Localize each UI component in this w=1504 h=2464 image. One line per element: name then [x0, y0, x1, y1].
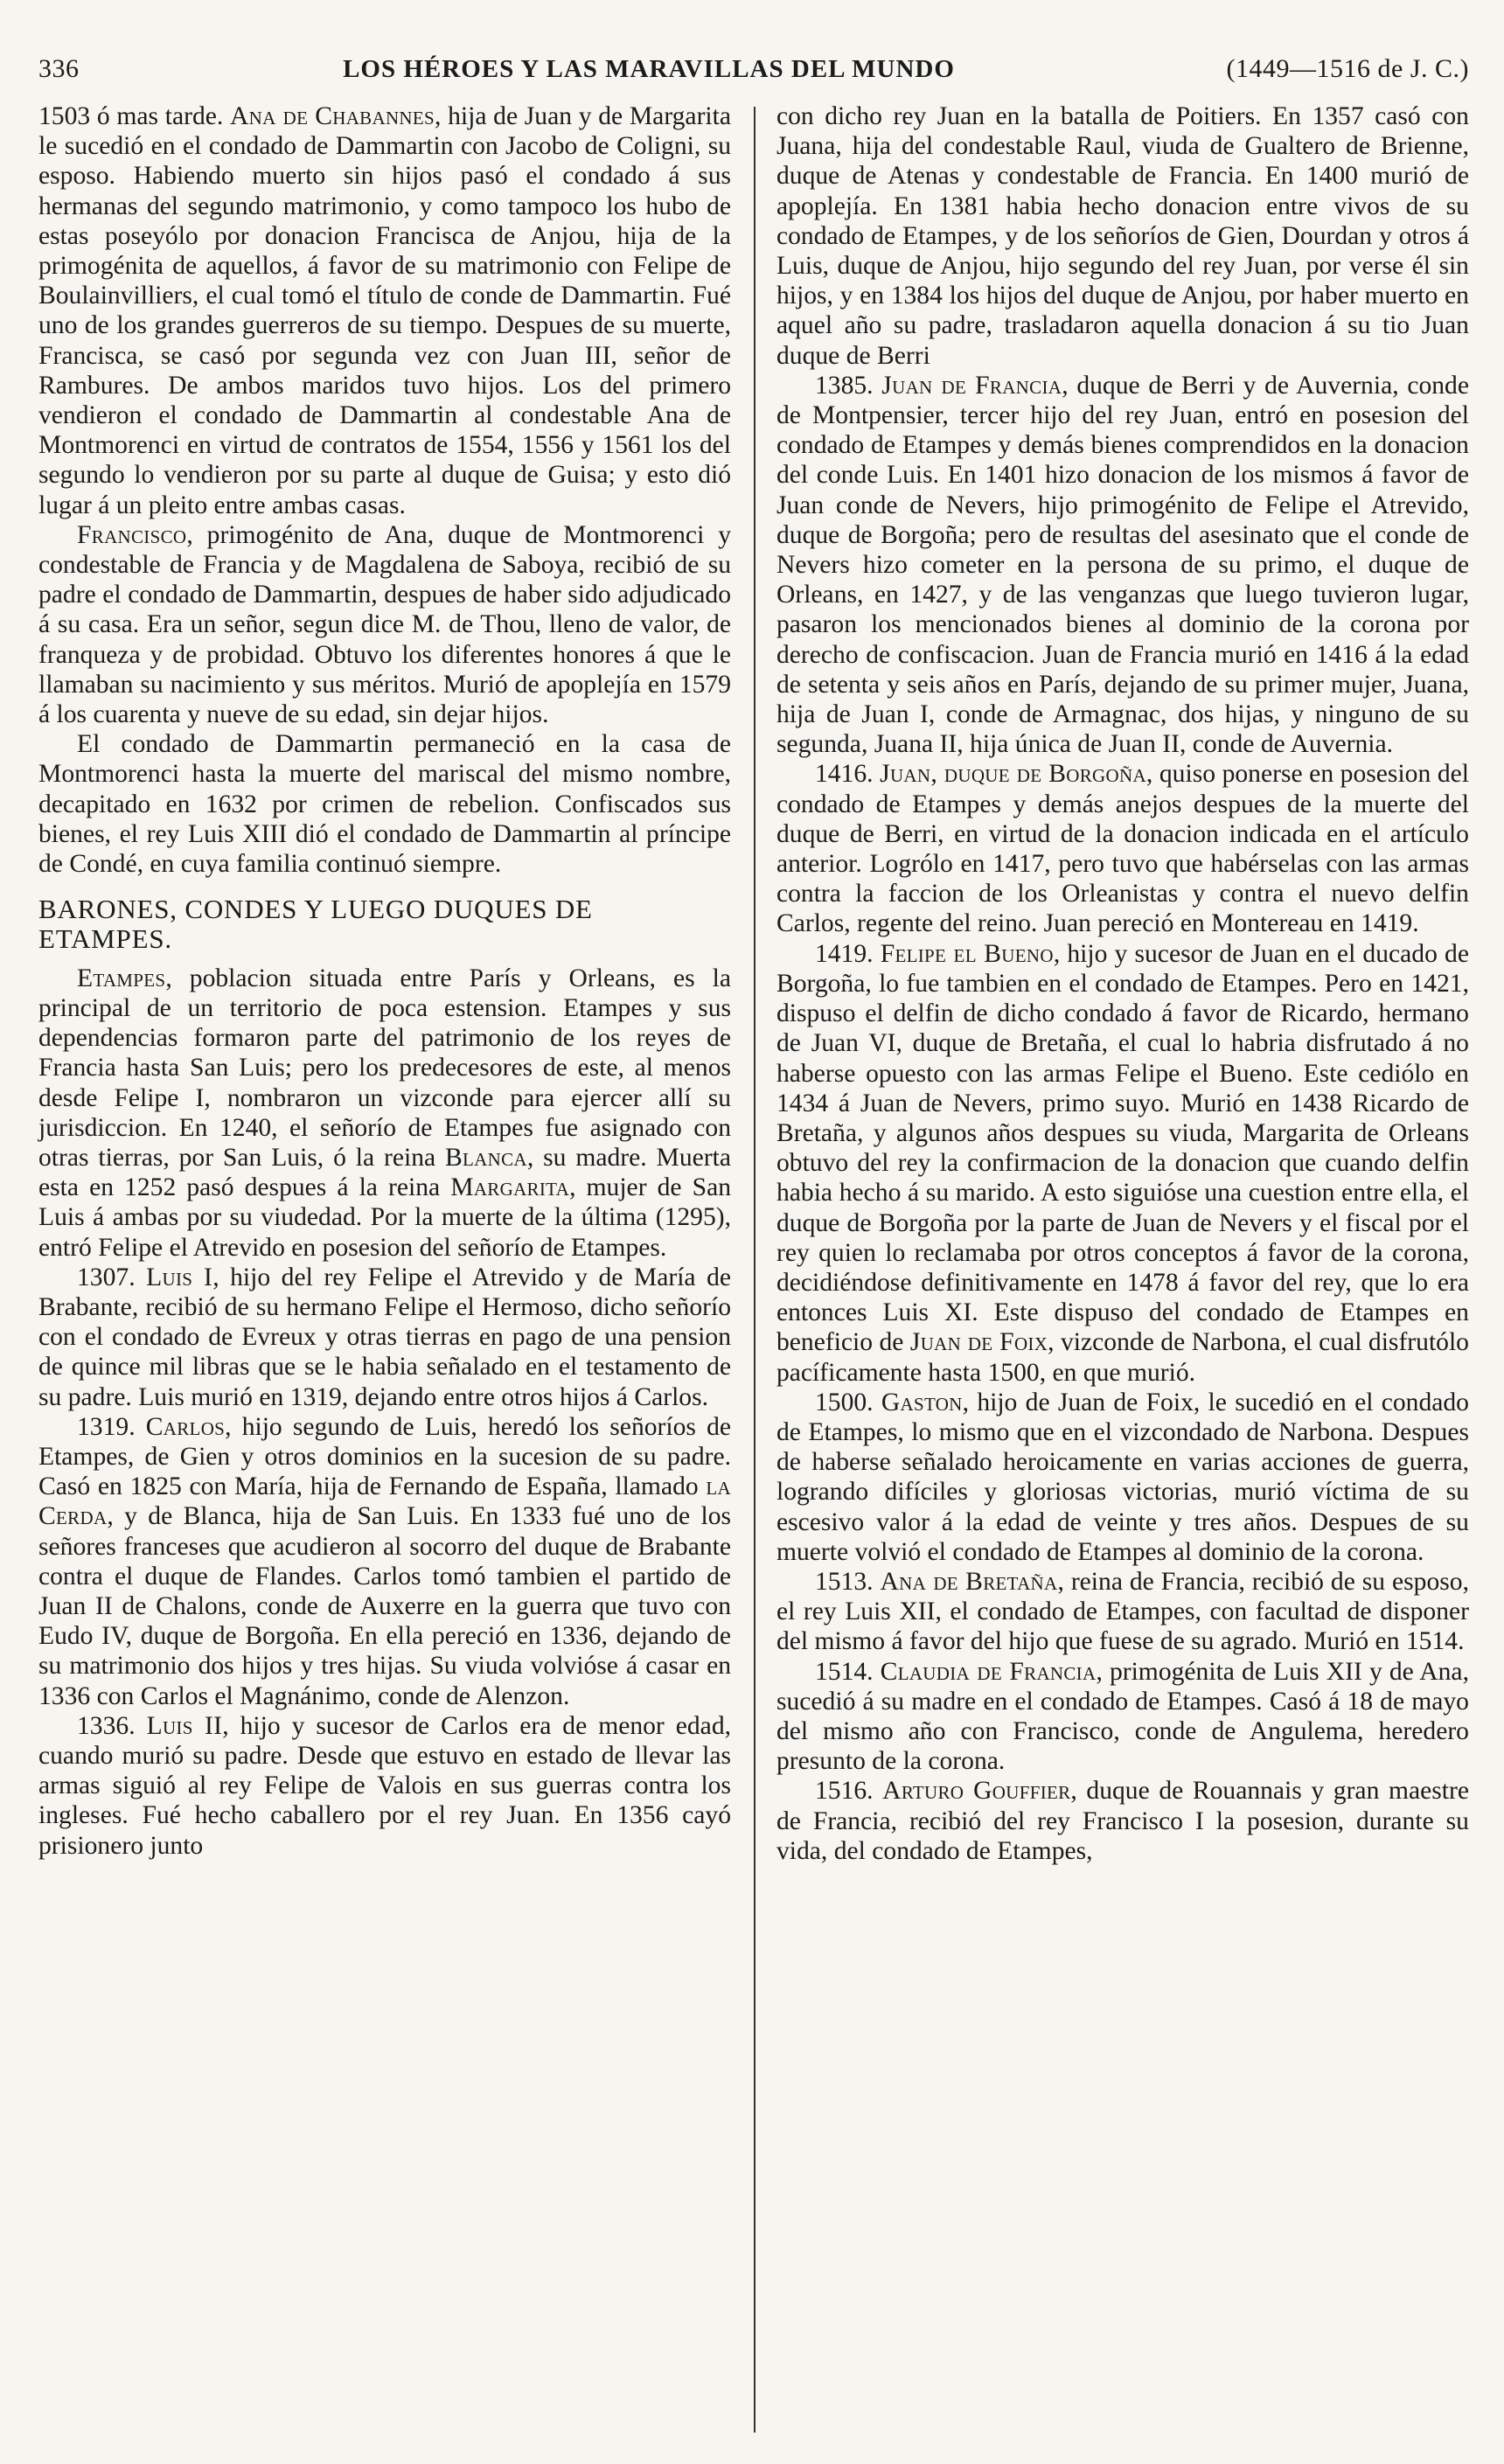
entry-name: Luis I — [146, 1263, 213, 1291]
entry-name: Juan, duque de Borgoña — [880, 760, 1146, 789]
running-title: LOS HÉROES Y LAS MARAVILLAS DEL MUNDO — [343, 55, 955, 83]
paragraph: El condado de Dammartin permaneció en la casa de Montmorenci hasta la muerte del mariscal del mismo nombre, decapitado en 1632 por crimen de rebelion. Confiscados sus bienes, el rey Luis XIII dió el condado de Dammartin al príncipe de Condé, en cuya familia continuó siempre. — [38, 730, 732, 879]
entry-name: Luis II — [146, 1711, 223, 1740]
paragraph: 1419. Felipe el Bueno, hijo y sucesor de Juan en el ducado de Borgoña, lo fue tambien en el condado de Etampes. Pero en 1421, dispuso el delfin de dicho condado á favor de Ricardo, hermano de Juan VI, duque de Bretaña, el cual lo habria disfrutado á no haberse opuesto con las armas Felipe el Bueno. Este cediólo en 1434 á Juan de Nevers, primo suyo. Murió en 1438 Ricardo de Bretaña, y algunos años despues su viuda, Margarita de Orleans obtuvo del rey la confirmacion de la donacion que cuando delfin habia hecho á su marido. A esto siguióse una cuestion entre ella, el duque de Borgoña por la parte de Juan de Nevers y el fiscal por el rey quien lo reclamaba por otros conceptos á favor de la corona, decidiéndose definitivamente en 1478 á favor del rey, que lo era entonces Luis XI. Este dispuso del condado de Etampes en beneficio de Juan de Foix, vizconde de Narbona, el cual disfrutólo pacíficamente hasta 1500, en que murió. — [776, 939, 1469, 1387]
paragraph: 1416. Juan, duque de Borgoña, quiso ponerse en posesion del condado de Etampes y demás anejos despues de la muerte del duque de Berri, en virtud de la donacion indicada en el artículo anterior. Logrólo en 1417, pero tuvo que habérselas con las armas contra la faccion de los Orleanistas y contra el nuevo delfin Carlos, regente del reino. Juan pereció en Montereau en 1419. — [776, 760, 1469, 938]
paragraph: con dicho rey Juan en la batalla de Poitiers. En 1357 casó con Juana, hija del condestable Raul, viuda de Gualtero de Brienne, duque de Atenas y condestable de Francia. En 1400 murió de apoplejía. En 1381 habia hecho donacion entre vivos de su condado de Etampes, y de los señoríos de Gien, Dourdan y otros á Luis, duque de Anjou, hijo segundo del rey Juan, por verse él sin hijos, y en 1384 los hijos del duque de Anjou, por haber muerto en aquel año su padre, trasladaron aquella donacion á su tio Juan duque de Berri — [776, 102, 1469, 370]
paragraph: 1385. Juan de Francia, duque de Berri y de Auvernia, conde de Montpensier, tercer hijo del rey Juan, entró en posesion del condado de Etampes y demás bienes comprendidos en la donacion del conde Luis. En 1401 hizo donacion de los mismos á favor de Juan conde de Nevers, hijo primogénito de Felipe el Atrevido, duque de Borgoña; pero de resultas del asesinato que el conde de Nevers hizo cometer en la persona de su primo, el duque de Orleans, en 1427, y de las venganzas que luego tuvieron lugar, pasaron los mencionados bienes al dominio de la corona por derecho de confiscacion. Juan de Francia murió en 1416 á la edad de setenta y seis años en París, dejando de su primer mujer, Juana, hija de Juan I, conde de Armagnac, dos hijas, y ninguno de su segunda, Juana II, hija única de Juan II, conde de Auvernia. — [776, 371, 1469, 759]
paragraph: 1319. Carlos, hijo segundo de Luis, heredó los señoríos de Etampes, de Gien y otros dominios en la sucesion de su padre. Casó en 1825 con María, hija de Fernando de España, llamado la Cerda, y de Blanca, hija de San Luis. En 1333 fué uno de los señores franceses que acudieron al socorro del duque de Brabante contra el duque de Flandes. Carlos tomó tambien el partido de Juan II de Chalons, conde de Auxerre en la guerra que tuvo con Eudo IV, duque de Borgoña. En ella pereció en 1336, dejando de su matrimonio dos hijos y tres hijas. Su viuda volvióse á casar en 1336 con Carlos el Magnánimo, conde de Alenzon. — [38, 1412, 732, 1710]
left-column — [38, 101, 754, 2433]
entry-name: Juan de Francia — [881, 371, 1062, 400]
entry-name: Carlos — [145, 1412, 226, 1441]
paragraph: 1503 ó mas tarde. Ana de Chabannes, hija de Juan y de Margarita le sucedió en el condado de Dammartin con Jacobo de Coligni, su esposo. Habiendo muerto sin hijos pasó el condado á sus hermanas del segundo matrimonio, y como tampoco los hubo de estas poseyólo por donacion Francisca de Anjou, hija de la primogénita de aquellos, á favor de su matrimonio con Felipe de Boulainvilliers, el cual tomó el título de conde de Dammartin. Fué uno de los grandes guerreros de su tiempo. Despues de su muerte, Francisca, se casó por segunda vez con Juan III, señor de Rambures. De ambos maridos tuvo hijos. Los del primero vendieron el condado de Dammartin al condestable Ana de Montmorenci en virtud de contratos de 1554, 1556 y 1561 los del segundo lo vendieron por su parte al duque de Guisa; y esto dió lugar á un pleito entre ambas casas. — [38, 102, 732, 519]
entry-name: Claudia de Francia — [880, 1657, 1097, 1686]
entry-name: Arturo Gouffier — [882, 1777, 1071, 1806]
page-number: 336 — [38, 54, 80, 83]
section-heading: BARONES, CONDES Y LUEGO DUQUES DE ETAMPES. — [38, 894, 593, 955]
paragraph: Francisco, primogénito de Ana, duque de Montmorenci y condestable de Francia y de Magdalena de Saboya, recibió de su padre el condado de Dammartin, despues de haber sido adjudicado á su casa. Era un señor, segun dice M. de Thou, lleno de valor, de franqueza y de probidad. Obtuvo los diferentes honores á que le llamaban su nacimiento y sus méritos. Murió de apoplejía en 1579 á los cuarenta y nueve de su edad, sin dejar hijos. — [38, 520, 732, 729]
entry-name: Etampes — [77, 964, 166, 992]
entry-name: Francisco — [77, 520, 187, 549]
entry-name: Ana de Chabannes — [230, 102, 435, 130]
paragraph: 1307. Luis I, hijo del rey Felipe el Atrevido y de María de Brabante, recibió de su hermano Felipe el Hermoso, dicho señorío con el condado de Evreux y otras tierras en pago de una pension de quince mil libras que se le habia señalado en el testamento de su padre. Luis murió en 1319, dejando entre otros hijos á Carlos. — [38, 1263, 732, 1411]
text-columns — [38, 101, 1469, 2433]
paragraph: 1516. Arturo Gouffier, duque de Rouannais y gran maestre de Francia, recibió del rey Francisco I la posesion, durante su vida, del condado de Etampes, — [776, 1777, 1469, 1865]
paragraph: 1500. Gaston, hijo de Juan de Foix, le sucedió en el condado de Etampes, lo mismo que en el vizcondado de Narbona. Despues de haberse señalado heroicamente en varias acciones de guerra, logrando difíciles y gloriosas victorias, murió víctima de su escesivo valor á la edad de veinte y tres años. Despues de su muerte volvió el condado de Etampes al dominio de la corona. — [776, 1388, 1469, 1566]
running-header — [38, 54, 1469, 94]
paragraph: Etampes, poblacion situada entre París y Orleans, es la principal de un territorio de poca estension. Etampes y sus dependencias formaron parte del patrimonio de los reyes de Francia hasta San Luis; pero los predecesores de este, al menos desde Felipe I, nombraron un vizconde para ejercer allí su jurisdiccion. En 1240, el señorío de Etampes fue asignado con otras tierras, por San Luis, ó la reina Blanca, su madre. Muerta esta en 1252 pasó despues á la reina Margarita, mujer de San Luis á ambas por su viudedad. Por la muerte de la última (1295), entró Felipe el Atrevido en posesion del señorío de Etampes. — [38, 964, 732, 1262]
entry-name: Felipe el Bueno — [880, 939, 1054, 968]
right-column — [755, 101, 1469, 2433]
date-range: (1449—1516 de J. C.) — [1226, 54, 1469, 83]
paragraph: 1336. Luis II, hijo y sucesor de Carlos era de menor edad, cuando murió su padre. Desde que estuvo en estado de llevar las armas siguió al rey Felipe de Valois en sus guerras contra los ingleses. Fué hecho caballero por el rey Juan. En 1356 cayó prisionero junto — [38, 1711, 732, 1860]
entry-name: Gaston — [881, 1388, 963, 1416]
paragraph: 1514. Claudia de Francia, primogénita de Luis XII y de Ana, sucedió á su madre en el condado de Etampes. Casó á 18 de mayo del mismo año con Francisco, conde de Angulema, heredero presunto de la corona. — [776, 1657, 1469, 1776]
paragraph: 1513. Ana de Bretaña, reina de Francia, recibió de su esposo, el rey Luis XII, el condado de Etampes, con facultad de disponer del mismo á favor del hijo que fuese de su agrado. Murió en 1514. — [776, 1567, 1469, 1656]
entry-name: Ana de Bretaña — [880, 1567, 1058, 1596]
